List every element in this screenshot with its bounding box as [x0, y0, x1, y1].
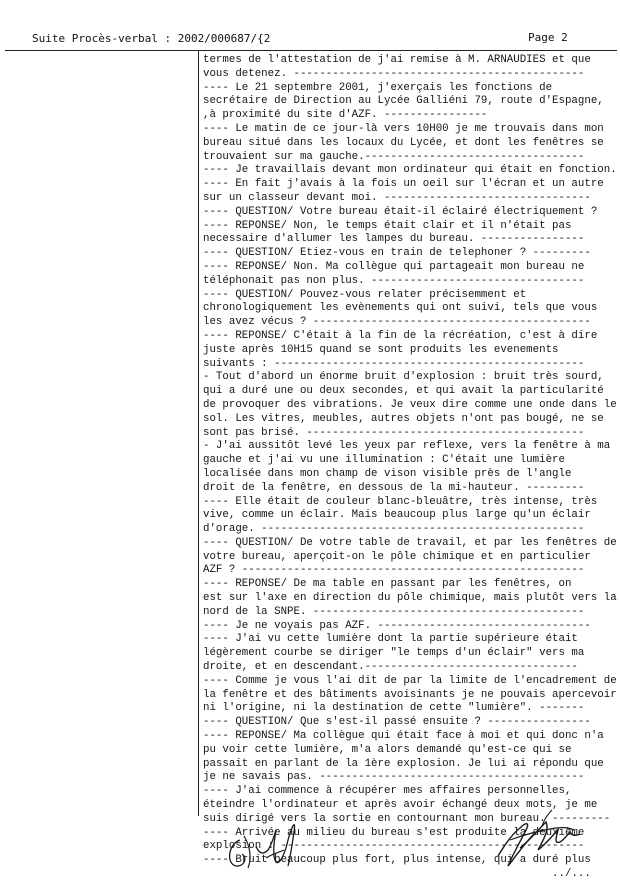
signature-right [490, 800, 585, 872]
statement-line: chronologiquement les evènements qui ont suivi, tels que vous [203, 302, 598, 315]
statement-line: ---- QUESTION/ De votre table de travail, et par les fenêtres de [203, 536, 617, 549]
statement-line: les avez vécus ? ------------------------------------------- [203, 316, 591, 329]
statement-line: bureau situé dans les locaux du Lycée, et dont les fenêtres se [203, 136, 604, 149]
statement-line: suis dirigé vers la sortie en contournant mon bureau. --------- [203, 812, 611, 825]
statement-line: sol. Les vitres, meubles, autres objets n'ont pas bougé, ne se [203, 412, 604, 425]
statement-line: - J'ai aussitôt levé les yeux par reflexe, vers la fenêtre à ma [203, 440, 611, 453]
statement-line: ---- Comme je vous l'ai dit de par la limite de l'encadrement de [203, 674, 617, 687]
statement-line: ---- QUESTION/ Etiez-vous en train de telephoner ? --------- [203, 247, 591, 260]
statement-line: AZF ? ----------------------------------------------------- [203, 564, 585, 577]
header-reference: Suite Procès-verbal : 2002/000687/{2 [32, 32, 271, 45]
statement-line: droit de la fenêtre, en dessous de la mi-hauteur. --------- [203, 481, 585, 494]
statement-line: ---- REPONSE/ C'était à la fin de la récréation, c'est à dire [203, 329, 598, 342]
statement-line: pu voir cette lumière, m'a alors demandé qu'est-ce qui se [203, 743, 572, 756]
statement-line: gauche et j'ai vu une illumination : C'était une lumière [203, 454, 565, 467]
margin-divider [198, 50, 199, 816]
statement-line: explosion : ----------------------------------------------- [203, 840, 585, 853]
statement-line: ---- Le matin de ce jour-là vers 10H00 je me trouvais dans mon [203, 122, 604, 135]
statement-line: ---- REPONSE/ Non, le temps était clair et il n'était pas [203, 219, 572, 232]
statement-line: d'orage. -------------------------------------------------- [203, 523, 585, 536]
statement-line: éteindre l'ordinateur et après avoir échangé deux mots, je me [203, 799, 598, 812]
signature-left [222, 806, 307, 872]
statement-line: la fenêtre et des bâtiments avoisinants je ne pouvais apercevoir [203, 688, 617, 701]
statement-line: secrétaire de Direction au Lycée Galliéni 79, route d'Espagne, [203, 95, 604, 108]
statement-line: ---- Arrivée au milieu du bureau s'est produite la deuxième [203, 826, 585, 839]
page-number: Page 2 [528, 31, 568, 44]
statement-line: nord de la SNPE. ------------------------------------------ [203, 605, 585, 618]
statement-line: termes de l'attestation de j'ai remise à M. ARNAUDIES et que [203, 54, 591, 66]
statement-line: ---- Le 21 septembre 2001, j'exerçais les fonctions de [203, 81, 553, 94]
statement-line: ---- En fait j'avais à la fois un oeil sur l'écran et un autre [203, 178, 604, 191]
statement-line: ---- QUESTION/ Que s'est-il passé ensuite ? ---------------- [203, 716, 591, 729]
statement-line: ---- Je travaillais devant mon ordinateur qui était en fonction. [203, 164, 617, 177]
statement-line: - Tout d'abord un énorme bruit d'explosion : bruit très sourd, [203, 371, 604, 384]
statement-line: juste après 10H15 quand se sont produits les evenements [203, 343, 559, 356]
statement-body [203, 54, 618, 882]
statement-line: sont pas brisé. ------------------------------------------- [203, 426, 585, 439]
statement-line: ---- J'ai vu cette lumière dont la partie supérieure était [203, 633, 578, 646]
statement-line: droite, et en descendant.--------------------------------- [203, 661, 578, 674]
statement-line: ---- REPONSE/ Ma collègue qui était face à moi et qui donc n'a [203, 730, 604, 743]
statement-line: ---- REPONSE/ De ma table en passant par les fenêtres, on [203, 578, 572, 591]
statement-line: je ne savais pas. ----------------------------------------- [203, 771, 585, 784]
statement-line: qui a duré une ou deux secondes, et qui avait la particularité [203, 385, 604, 398]
statement-line: sur un classeur devant moi. -------------------------------- [203, 191, 591, 204]
statement-line: vous detenez. --------------------------------------------- [203, 67, 585, 80]
statement-line: est sur l'axe en direction du pôle chimique, mais plutôt vers la [203, 592, 617, 605]
statement-line: trouvaient sur ma gauche.---------------------------------- [203, 150, 585, 163]
statement-line: ---- QUESTION/ Votre bureau était-il éclairé électriquement ? [203, 205, 598, 218]
statement-line: ---- Elle était de couleur blanc-bleuâtre, très intense, très [203, 495, 598, 508]
statement-line: ../... [203, 868, 591, 881]
statement-line: légèrement courbe se diriger "le temps d'un éclair" vers ma [203, 647, 585, 660]
statement-line: suivants : ------------------------------------------------ [203, 357, 585, 370]
statement-line: ,à proximité du site d'AZF. ---------------- [203, 109, 488, 122]
statement-line: localisée dans mon champ de vison visible près de l'angle [203, 467, 572, 480]
statement-line: necessaire d'allumer les lampes du bureau. ---------------- [203, 233, 585, 246]
statement-line: de provoquer des vibrations. Je veux dire comme une onde dans le [203, 398, 617, 411]
statement-line: ---- REPONSE/ Non. Ma collègue qui partageait mon bureau ne [203, 260, 585, 273]
statement-line: ---- Je ne voyais pas AZF. --------------------------------- [203, 619, 591, 632]
statement-line: ni l'origine, ni la destination de cette "lumière". ------- [203, 702, 585, 715]
header-divider [5, 50, 617, 51]
statement-line: ---- QUESTION/ Pouvez-vous relater précisemment et [203, 288, 527, 301]
statement-line: téléphonait pas non plus. --------------------------------- [203, 274, 585, 287]
statement-line: passait en parlant de la 1ère explosion. Je lui ai répondu que [203, 757, 604, 770]
statement-line: vive, comme un éclair. Mais beaucoup plus large qu'un éclair [203, 509, 591, 522]
statement-line: ---- Bruit beaucoup plus fort, plus intense, qui a duré plus [203, 854, 591, 867]
statement-line: votre bureau, aperçoit-on le pôle chimique et en particulier [203, 550, 591, 563]
statement-line: ---- J'ai commence à récupérer mes affaires personnelles, [203, 785, 572, 798]
